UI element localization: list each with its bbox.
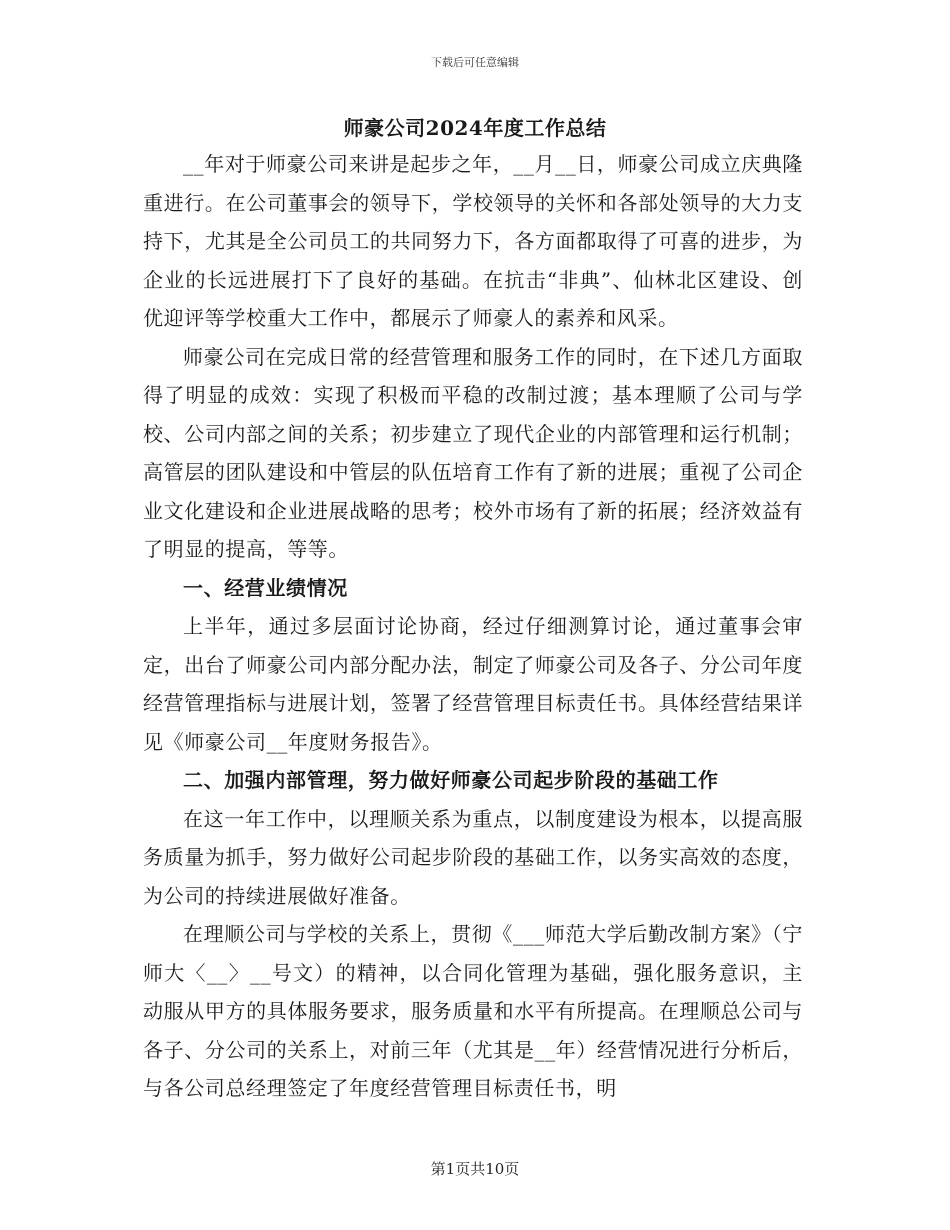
document-title: 师豪公司2024年度工作总结 bbox=[343, 116, 607, 140]
page-number: 第1页共10页 bbox=[430, 1160, 520, 1178]
document-body bbox=[143, 145, 803, 1108]
paragraph-internal-management: 在这一年工作中，以理顺关系为重点，以制度建设为根本，以提高服务质量为抓手，努力做好公司起步阶段的基础工作，以务实高效的态度，为公司的持续进展做好准备。 bbox=[143, 806, 803, 908]
section-heading-2: 二、加强内部管理，努力做好师豪公司起步阶段的基础工作 bbox=[183, 768, 719, 792]
paragraph-performance: 上半年，通过多层面讨论协商，经过仔细测算讨论，通过董事会审定，出台了师豪公司内部分配办法，制定了师豪公司及各子、分公司年度经营管理指标与进展计划，签署了经营管理目标责任书。具体经营结果详见《师豪公司__年度财务报告》。 bbox=[143, 614, 803, 754]
paragraph-achievements: 师豪公司在完成日常的经营管理和服务工作的同时，在下述几方面取得了明显的成效：实现了积极而平稳的改制过渡；基本理顺了公司与学校、公司内部之间的关系；初步建立了现代企业的内部管理和运行机制；高管层的团队建设和中管层的队伍培育工作有了新的进展；重视了公司企业文化建设和企业进展战略的思考；校外市场有了新的拓展；经济效益有了明显的提高，等等。 bbox=[143, 344, 803, 561]
section-heading-1: 一、经营业绩情况 bbox=[183, 575, 348, 600]
header-note: 下载后可任意编辑 bbox=[431, 56, 519, 69]
paragraph-relations: 在理顺公司与学校的关系上，贯彻《___师范大学后勤改制方案》（宁师大〈__〉__号文）的精神，以合同化管理为基础，强化服务意识，主动服从甲方的具体服务要求，服务质量和水平有所提高。在理顺总公司与各子、分公司的关系上，对前三年（尤其是__年）经营情况进行分析后，与各公司总经理签定了年度经营管理目标责任书，明 bbox=[143, 922, 803, 1100]
paragraph-intro: __年对于师豪公司来讲是起步之年，__月__日，师豪公司成立庆典隆重进行。在公司董事会的领导下，学校领导的关怀和各部处领导的大力支持下，尤其是全公司员工的共同努力下，各方面都取得了可喜的进步，为企业的长远进展打下了良好的基础。在抗击“非典”、仙林北区建设、创优迎评等学校重大工作中，都展示了师豪人的素养和风采。 bbox=[143, 152, 803, 330]
